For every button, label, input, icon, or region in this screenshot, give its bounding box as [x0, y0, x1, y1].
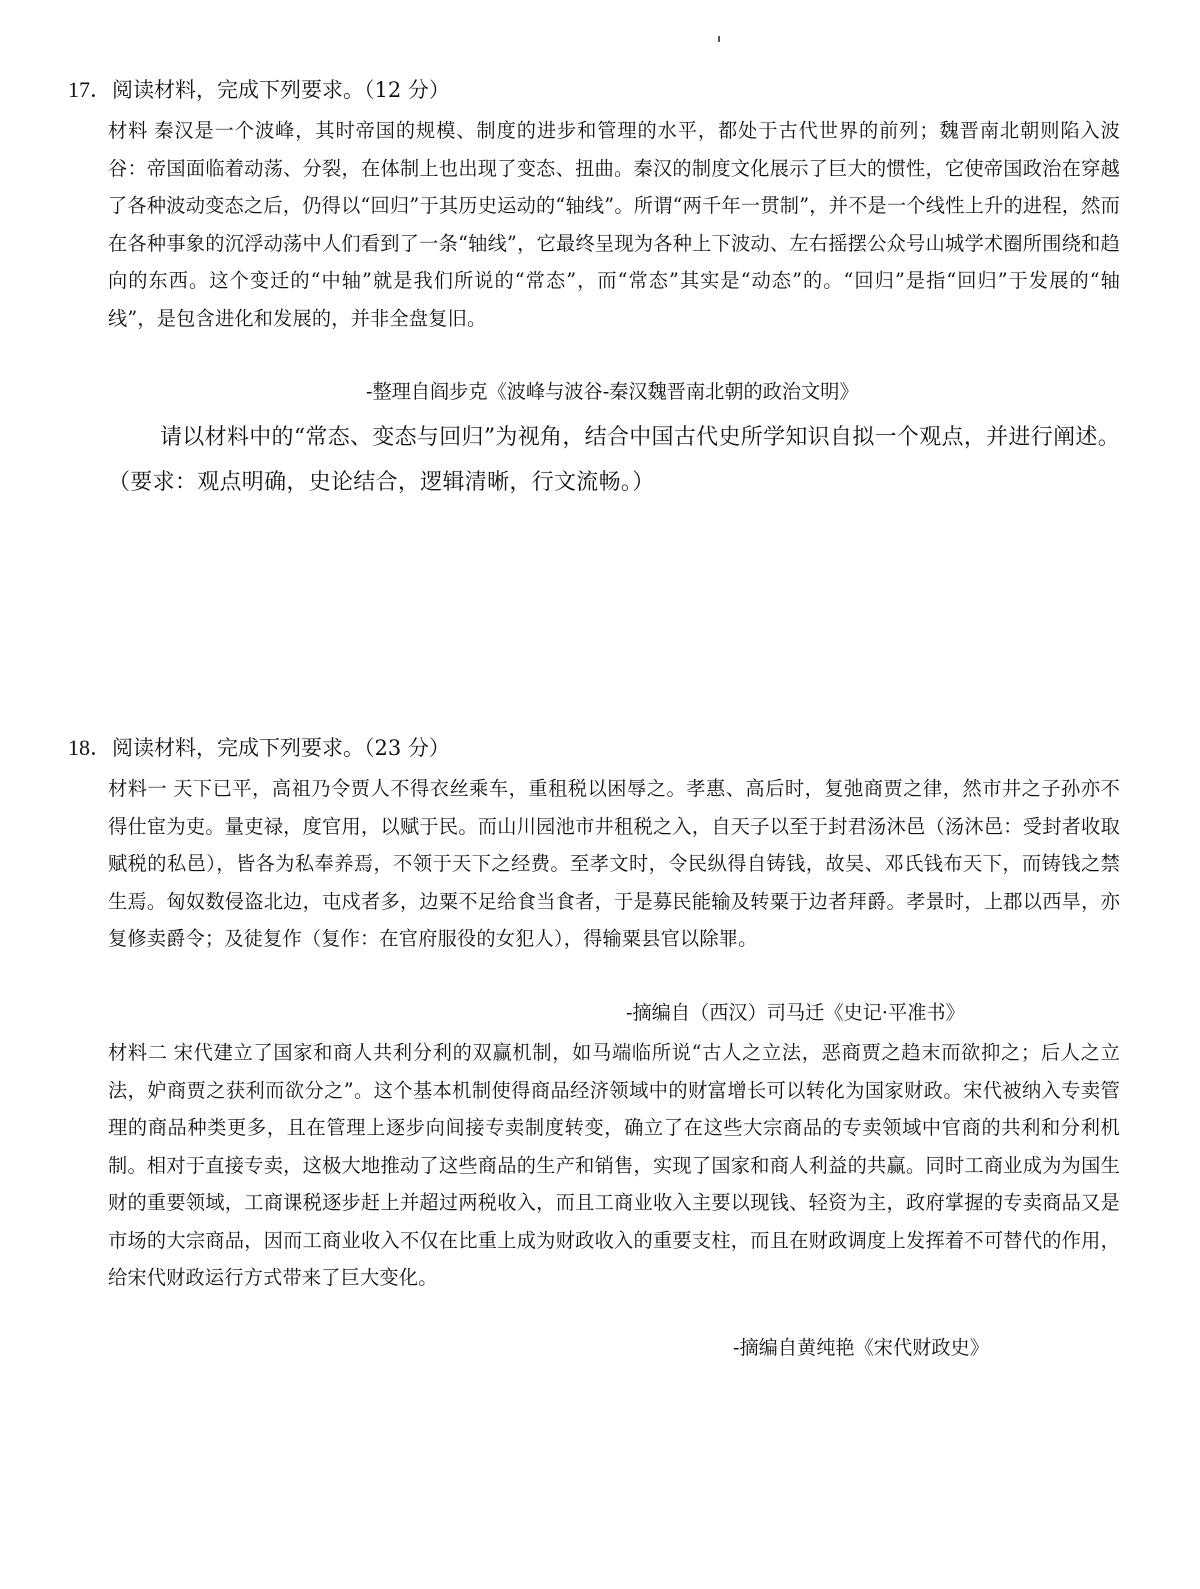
material-2-text: 宋代建立了国家和商人共利分利的双赢机制，如马端临所说“古人之立法，恶商贾之趋末而欲抑之；后人之立法，妒商贾之获利而欲分之”。这个基本机制使得商品经济领域中的财富增长可以转化为国家财政。宋代被纳入专卖管理的商品种类更多，且在管理上逐步向间接专卖制度转变，确立了在这些大宗商品的专卖领域中官商的共利和分利机制。相对于直接专卖，这极大地推动了这些商品的生产和销售，实现了国家和商人利益的共赢。同时工商业成为为国生财的重要领域，工商课税逐步赶上并超过两税收入，而且工商业收入主要以现钱、轻资为主，政府掌握的专卖商品又是市场的大宗商品，因而工商业收入不仅在比重上成为财政收入的重要支柱，而且在财政调度上发挥着不可替代的作用，给宋代财政运行方式带来了巨大变化。	[108, 1041, 1120, 1289]
question-18-material-1	[108, 770, 1120, 958]
question-18-title-text: 阅读材料，完成下列要求。（23 分）	[112, 736, 450, 760]
question-18-source-1: -摘编自（西汉）司马迁《史记·平准书》	[626, 1001, 965, 1024]
material-1-text: 天下已平，高祖乃令贾人不得衣丝乘车，重租税以困辱之。孝惠、高后时，复弛商贾之律，然市井之子孙亦不得仕宦为吏。量吏禄，度官用，以赋于民。而山川园池市井租税之入，自天子以至于封君汤沐邑（汤沐邑：受封者收取赋税的私邑），皆各为私奉养焉，不领于天下之经费。至孝文时，令民纵得自铸钱，故吴、邓氏钱布天下，而铸钱之禁生焉。匈奴数侵盗北边，屯戍者多，边粟不足给食当食者，于是募民能输及转粟于边者拜爵。孝景时，上郡以西旱，亦复修卖爵令；及徒复作（复作：在官府服役的女犯人），得输粟县官以除罪。	[108, 777, 1120, 950]
material-2-label: 材料二	[108, 1041, 168, 1064]
question-18-title	[68, 733, 450, 763]
question-17-title-text: 阅读材料，完成下列要求。（12 分）	[112, 78, 450, 102]
material-1-label: 材料一	[108, 777, 168, 800]
question-18-material-2	[108, 1034, 1120, 1297]
question-17-task: 请以材料中的“常态、变态与回归”为视角，结合中国古代史所学知识自拟一个观点，并进行阐述。（要求：观点明确，史论结合，逻辑清晰，行文流畅。）	[108, 425, 1120, 495]
material-label: 材料	[108, 119, 149, 142]
question-17-source: -整理自阎步克《波峰与波谷-秦汉魏晋南北朝的政治文明》	[366, 380, 859, 403]
question-18-source-2: -摘编自黄纯艳《宋代财政史》	[733, 1336, 989, 1359]
question-18-number: 18．	[68, 735, 113, 760]
question-17-number: 17．	[68, 77, 113, 102]
question-17-title	[68, 75, 450, 105]
question-17-material	[108, 112, 1120, 337]
material-text: 秦汉是一个波峰，其时帝国的规模、制度的进步和管理的水平，都处于古代世界的前列；魏晋南北朝则陷入波谷：帝国面临着动荡、分裂，在体制上也出现了变态、扭曲。秦汉的制度文化展示了巨大的惯性，它使帝国政治在穿越了各种波动变态之后，仍得以“回归”于其历史运动的“轴线”。所谓“两千年一贯制”，并不是一个线性上升的进程，然而在各种事象的沉浮动荡中人们看到了一条“轴线”，它最终呈现为各种上下波动、左右摇摆公众号山城学术圈所围绕和趋向的东西。这个变迁的“中轴”就是我们所说的“常态”，而“常态”其实是“动态”的。“回归”是指“回归”于发展的“轴线”，是包含进化和发展的，并非全盘复旧。	[108, 119, 1120, 330]
scan-mark	[718, 36, 720, 42]
